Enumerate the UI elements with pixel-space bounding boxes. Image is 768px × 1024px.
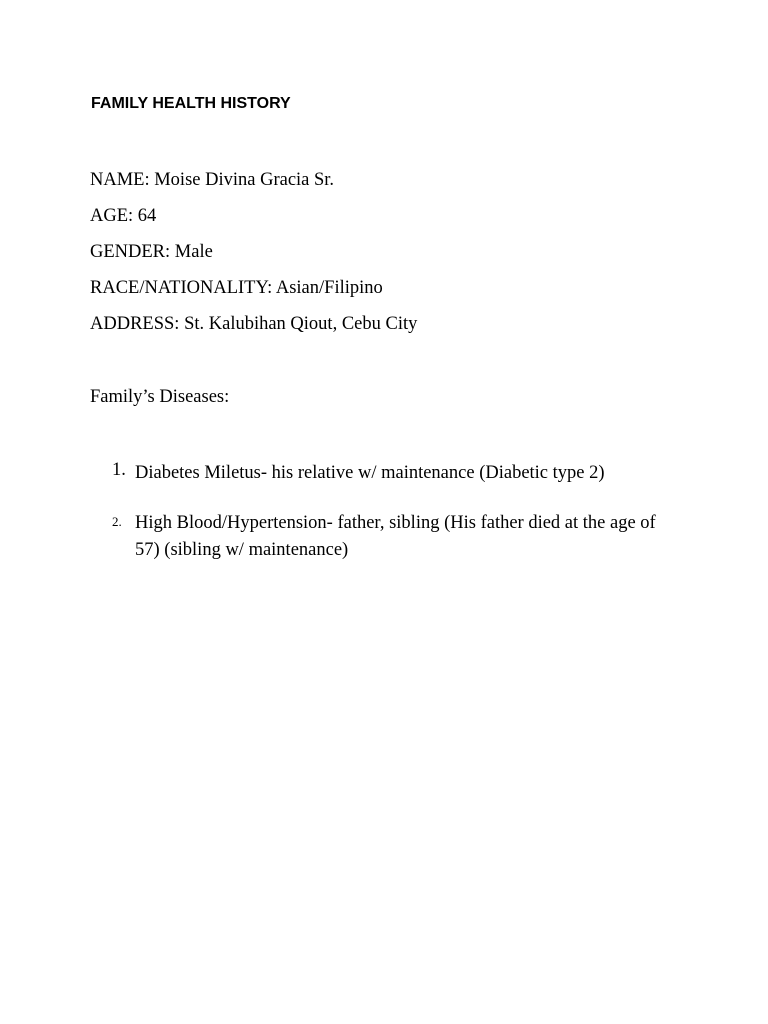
race-nationality-field: RACE/NATIONALITY: Asian/Filipino: [90, 278, 383, 298]
name-field: NAME: Moise Divina Gracia Sr.: [90, 170, 335, 190]
age-field: AGE: 64: [90, 206, 157, 226]
document-title: FAMILY HEALTH HISTORY: [91, 95, 291, 112]
diseases-heading: Family’s Diseases:: [90, 387, 230, 407]
list-item-text: Diabetes Miletus- his relative w/ maintenance (Diabetic type 2): [135, 463, 605, 483]
list-item-number: 2.: [112, 514, 122, 529]
gender-field: GENDER: Male: [90, 242, 213, 262]
list-item-text: High Blood/Hypertension- father, sibling (His father died at the age of 57) (sibling w/ maintenance): [135, 513, 656, 560]
address-field: ADDRESS: St. Kalubihan Qiout, Cebu City: [90, 314, 418, 334]
list-item-number: 1.: [112, 460, 126, 480]
